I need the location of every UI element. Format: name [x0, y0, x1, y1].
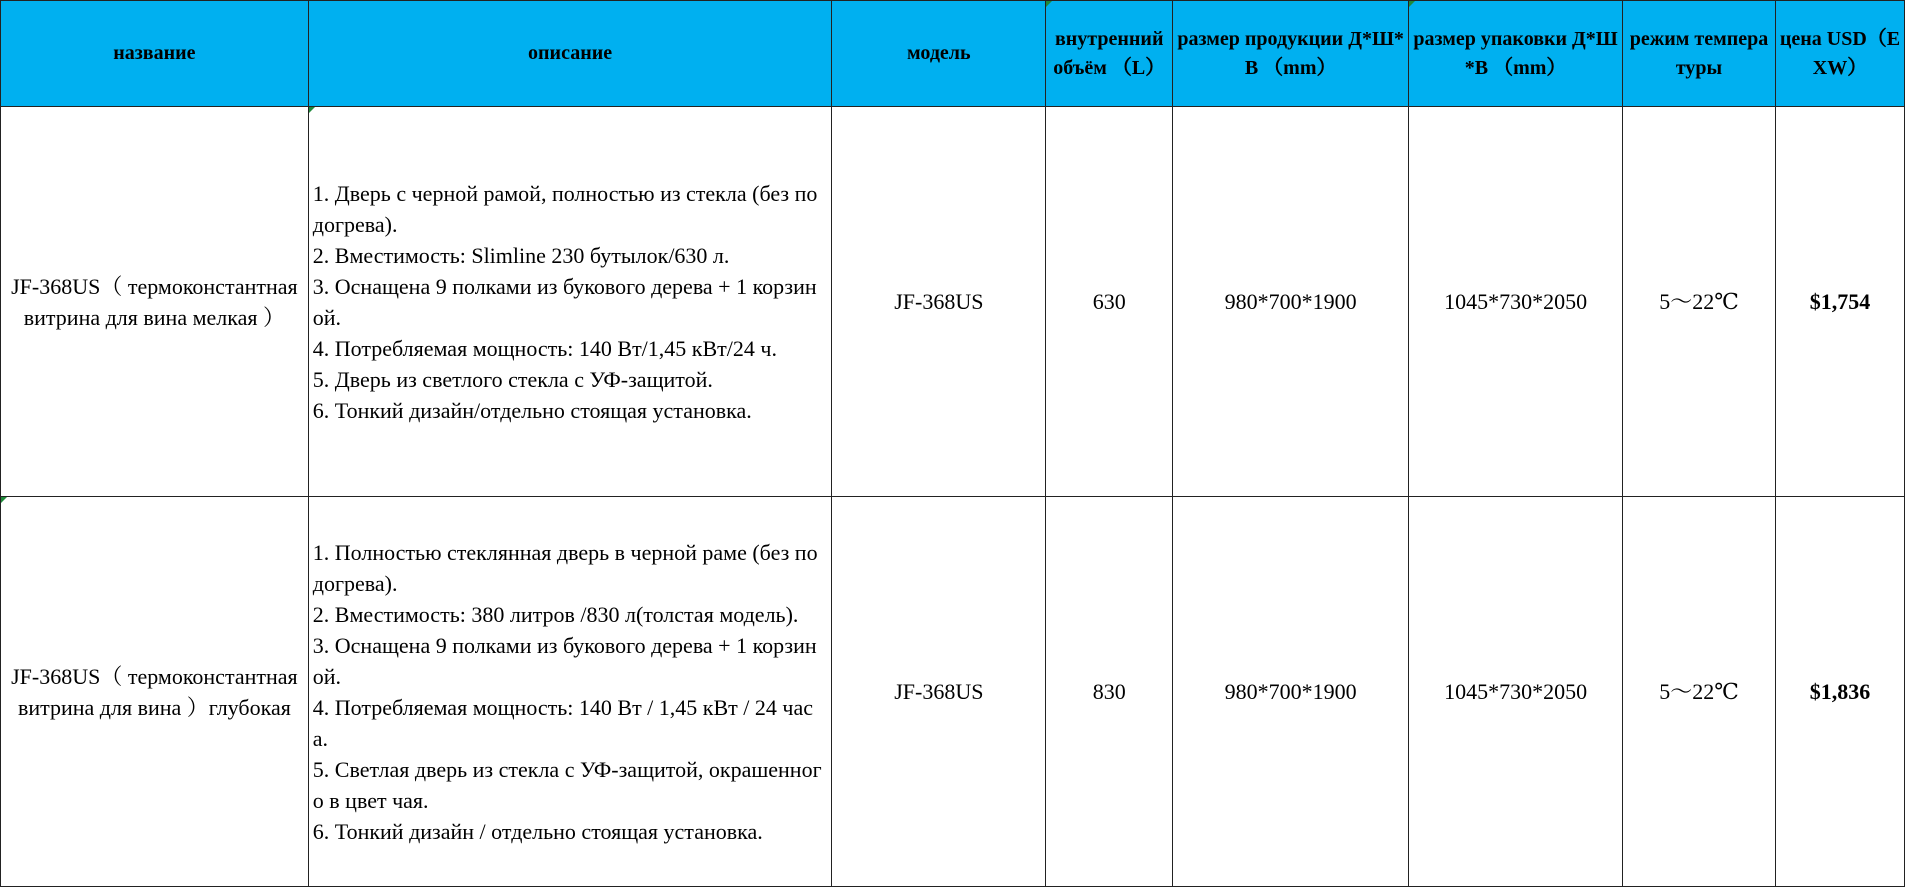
cell-product-size[interactable]: 980*700*1900 [1173, 107, 1409, 497]
table-row [1, 107, 1905, 497]
header-temperature[interactable]: режим температуры [1623, 1, 1776, 107]
cell-package-size[interactable]: 1045*730*2050 [1409, 497, 1623, 887]
header-package-size[interactable]: размер упаковки Д*Ш*В （mm） [1409, 1, 1623, 107]
cell-volume[interactable]: 630 [1046, 107, 1173, 497]
cell-description[interactable] [308, 107, 832, 497]
description-line: 3. Оснащена 9 полками из букового дерева + 1 корзиной. [312, 273, 817, 330]
header-row [1, 1, 1905, 107]
description-line: 1. Полностью стеклянная дверь в черной раме (без подогрева). [312, 539, 818, 596]
header-model[interactable]: модель [832, 1, 1046, 107]
description-line: 2. Вместимость: 380 литров /830 л(толстая модель). [312, 601, 799, 627]
cell-name[interactable]: JF-368US（ термоконстантная витрина для вина ）глубокая [1, 497, 309, 887]
description-line: 6. Тонкий дизайн / отдельно стоящая установка. [312, 818, 763, 844]
description-line: 2. Вместимость: Slimline 230 бутылок/630 л. [312, 242, 730, 268]
description-line: 4. Потребляемая мощность: 140 Вт/1,45 кВт/24 ч. [312, 335, 777, 361]
cell-product-size[interactable]: 980*700*1900 [1173, 497, 1409, 887]
cell-model[interactable]: JF-368US [832, 107, 1046, 497]
header-volume[interactable]: внутренний объём （L） [1046, 1, 1173, 107]
description-line: 1. Дверь с черной рамой, полностью из стекла (без подогрева). [312, 180, 818, 237]
header-price[interactable]: цена USD（EXW） [1775, 1, 1904, 107]
cell-price[interactable]: $1,836 [1775, 497, 1904, 887]
cell-temperature[interactable]: 5～22℃ [1623, 107, 1776, 497]
cell-temperature[interactable]: 5～22℃ [1623, 497, 1776, 887]
description-line: 5. Светлая дверь из стекла с УФ-защитой, окрашенного в цвет чая. [312, 756, 822, 813]
header-product-size[interactable]: размер продукции Д*Ш*В （mm） [1173, 1, 1409, 107]
cell-price[interactable]: $1,754 [1775, 107, 1904, 497]
cell-description[interactable] [308, 497, 832, 887]
description-line: 5. Дверь из светлого стекла с УФ-защитой. [312, 366, 713, 392]
description-line: 6. Тонкий дизайн/отдельно стоящая установка. [312, 397, 752, 423]
cell-volume[interactable]: 830 [1046, 497, 1173, 887]
table-row [1, 497, 1905, 887]
description-line: 3. Оснащена 9 полками из букового дерева + 1 корзиной. [312, 632, 817, 689]
cell-name[interactable]: JF-368US（ термоконстантная витрина для вина мелкая ） [1, 107, 309, 497]
cell-model[interactable]: JF-368US [832, 497, 1046, 887]
header-name[interactable]: название [1, 1, 309, 107]
description-line: 4. Потребляемая мощность: 140 Вт / 1,45 кВт / 24 часа. [312, 694, 813, 751]
cell-package-size[interactable]: 1045*730*2050 [1409, 107, 1623, 497]
header-description[interactable]: описание [308, 1, 832, 107]
